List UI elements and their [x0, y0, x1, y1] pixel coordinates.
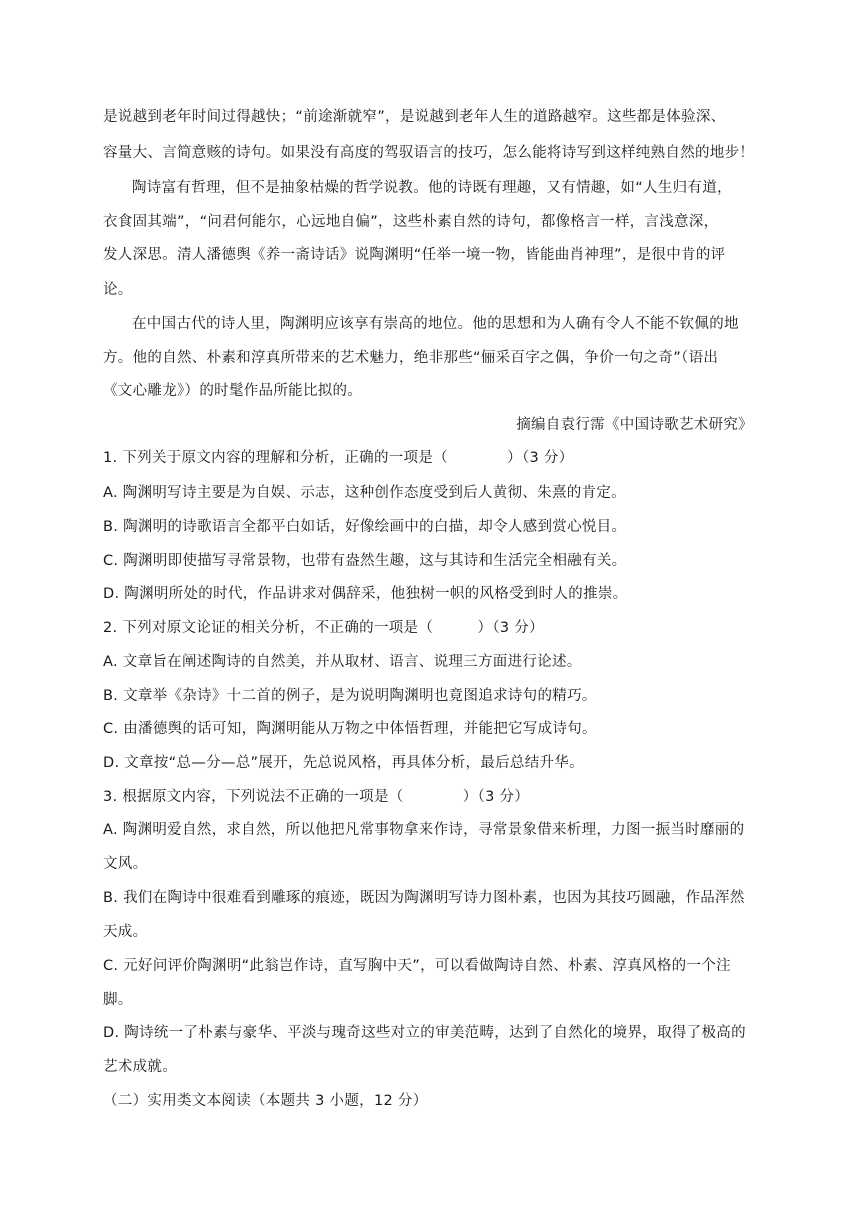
passage-line: 陶诗富有哲理，但不是抽象枯燥的哲学说教。他的诗既有理趣，又有情趣，如“人生归有道，	[132, 180, 732, 196]
section-heading: （二）实用类文本阅读（本题共 3 小题，12 分）	[103, 1093, 428, 1109]
question-stem: 1. 下列关于原文内容的理解和分析，正确的一项是（ ）（3 分）	[103, 450, 574, 466]
question-option-continuation: 脚。	[103, 992, 133, 1008]
question-option: B. 我们在陶诗中很难看到雕琢的痕迹，既因为陶渊明写诗力图朴素，也因为其技巧圆融，作品浑然	[103, 890, 745, 906]
passage-line: 发人深思。清人潘德舆《养一斋诗话》说陶渊明“任举一境一物，皆能曲肖神理”，是很中肯的评	[103, 247, 726, 263]
question-option: D. 文章按“总—分—总”展开，先总说风格，再具体分析，最后总结升华。	[103, 755, 584, 771]
question-option: D. 陶渊明所处的时代，作品讲求对偶辞采，他独树一帜的风格受到时人的推崇。	[103, 586, 628, 602]
passage-line: 《文心雕龙》）的时髦作品所能比拟的。	[103, 383, 363, 399]
source-citation: 摘编自袁行霈《中国诗歌艺术研究》	[516, 417, 753, 433]
passage-line: 衣食固其端”，“问君何能尔，心远地自偏”，这些朴素自然的诗句，都像格言一样，言浅意深，	[103, 214, 719, 230]
passage-line: 在中国古代的诗人里，陶渊明应该享有崇高的地位。他的思想和为人确有令人不能不钦佩的地	[132, 316, 739, 332]
passage-line: 容量大、言简意赅的诗句。如果没有高度的驾驭语言的技巧，怎么能将诗写到这样纯熟自然的地步！	[103, 145, 755, 161]
question-option-continuation: 文风。	[103, 856, 148, 872]
question-stem: 2. 下列对原文论证的相关分析，不正确的一项是（ ）（3 分）	[103, 620, 544, 636]
question-option: D. 陶诗统一了朴素与豪华、平淡与瑰奇这些对立的审美范畴，达到了自然化的境界，取得了极高的	[103, 1025, 746, 1041]
question-option: A. 陶渊明爱自然，求自然，所以他把凡常事物拿来作诗，寻常景象借来析理，力图一振当时靡丽的	[103, 822, 745, 838]
question-stem: 3. 根据原文内容，下列说法不正确的一项是（ ）（3 分）	[103, 789, 530, 805]
question-option: A. 陶渊明写诗主要是为自娱、示志，这种创作态度受到后人黄彻、朱熹的肯定。	[103, 485, 626, 501]
question-option-continuation: 天成。	[103, 924, 148, 940]
question-option: C. 陶渊明即使描写寻常景物，也带有盎然生趣，这与其诗和生活完全相融有关。	[103, 553, 627, 569]
passage-line: 论。	[103, 282, 133, 298]
passage-line: 方。他的自然、朴素和淳真所带来的艺术魅力，绝非那些“俪采百字之偶，争价一句之奇”（语出	[103, 350, 719, 366]
question-option: A. 文章旨在阐述陶诗的自然美，并从取材、语言、说理三方面进行论述。	[103, 654, 582, 670]
passage-line: 是说越到老年时间过得越快；“前途渐就窄”，是说越到老年人生的道路越窄。这些都是体验深、	[103, 109, 726, 125]
question-option: C. 由潘德舆的话可知，陶渊明能从万物之中体悟哲理，并能把它写成诗句。	[103, 721, 597, 737]
question-option: C. 元好问评价陶渊明“此翁岂作诗，直写胸中天”，可以看做陶诗自然、朴素、淳真风格的一个注	[103, 958, 731, 974]
question-option: B. 陶渊明的诗歌语言全都平白如话，好像绘画中的白描，却令人感到赏心悦目。	[103, 519, 627, 535]
question-option: B. 文章举《杂诗》十二首的例子，是为说明陶渊明也竟图追求诗句的精巧。	[103, 688, 597, 704]
question-option-continuation: 艺术成就。	[103, 1059, 177, 1075]
